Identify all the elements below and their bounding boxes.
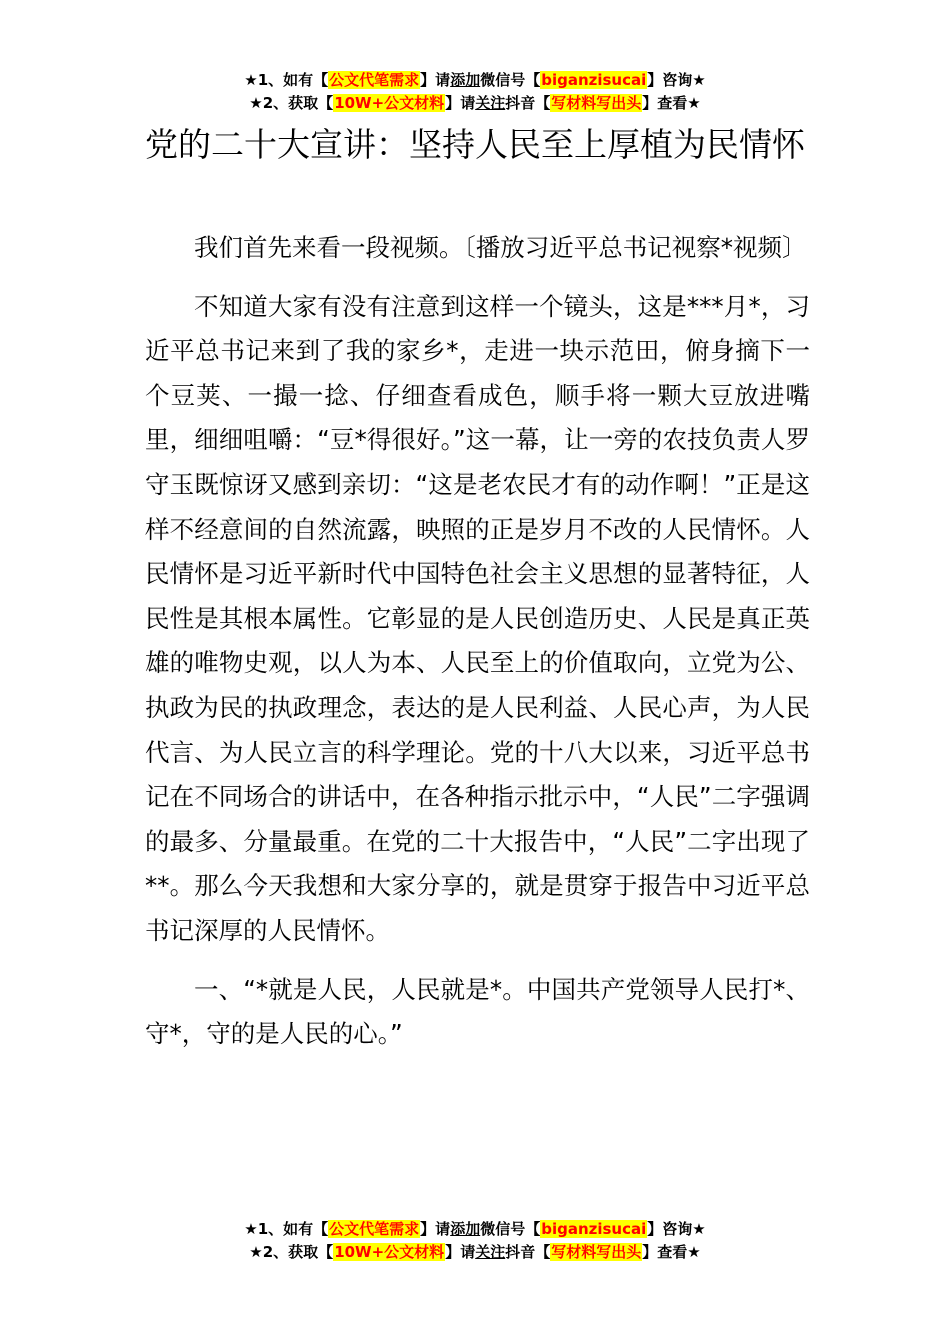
highlight-label: 10W+公文材料 <box>334 94 445 112</box>
douyin-id-highlight: 写材料写出头 <box>551 1243 642 1261</box>
document-body <box>145 226 810 1071</box>
banner-line-1 <box>0 1218 950 1241</box>
wechat-id-highlight: biganzisucai <box>541 1220 647 1238</box>
banner-emphasis: 添加 <box>450 1220 481 1238</box>
banner-text: 】查看★ <box>642 94 701 112</box>
banner-text: ★1、如有【 <box>244 71 329 89</box>
banner-emphasis: 关注 <box>475 94 506 112</box>
banner-text: 微信号【 <box>480 1220 541 1238</box>
banner-text: 】请 <box>445 94 476 112</box>
section-heading: 一、“*就是人民，人民就是*。中国共产党领导人民打*、守*，守的是人民的心。” <box>145 974 810 1049</box>
banner-text: ★2、获取【 <box>249 94 334 112</box>
banner-line-2 <box>0 1241 950 1264</box>
banner-text: 】查看★ <box>642 1243 701 1261</box>
highlight-label: 公文代笔需求 <box>329 71 420 89</box>
banner-text: 】咨询★ <box>647 1220 706 1238</box>
wechat-id-highlight: biganzisucai <box>541 71 647 89</box>
highlight-label: 公文代笔需求 <box>329 1220 420 1238</box>
top-banner <box>0 69 950 115</box>
banner-text: ★2、获取【 <box>249 1243 334 1261</box>
banner-line-1 <box>0 69 950 92</box>
banner-text: 抖音【 <box>505 1243 551 1261</box>
banner-text: 】请 <box>420 1220 451 1238</box>
banner-text: 】请 <box>445 1243 476 1261</box>
paragraph: 不知道大家有没有注意到这样一个镜头，这是***月*，习近平总书记来到了我的家乡*，走进一块示范田，俯身摘下一个豆荚、一撮一捻、仔细查看成色，顺手将一颗大豆放进嘴里，细细咀嚼：“豆*得很好。”这一幕，让一旁的农技负责人罗守玉既惊讶又感到亲切：“这是老农民才有的动作啊！”正是这样不经意间的自然流露，映照的正是岁月不改的人民情怀。人民情怀是习近平新时代中国特色社会主义思想的显著特征，人民性是其根本属性。它彰显的是人民创造历史、人民是真正英雄的唯物史观，以人为本、人民至上的价值取向，立党为公、执政为民的执政理念，表达的是人民利益、人民心声，为人民代言、为人民立言的科学理论。党的十八大以来，习近平总书记在不同场合的讲话中，在各种指示批示中，“人民”二字强调的最多、分量最重。在党的二十大报告中，“人民”二字出现了**。那么今天我想和大家分享的，就是贯穿于报告中习近平总书记深厚的人民情怀。 <box>145 291 810 945</box>
banner-emphasis: 关注 <box>475 1243 506 1261</box>
banner-text: 】咨询★ <box>647 71 706 89</box>
bottom-banner <box>0 1218 950 1264</box>
paragraph: 我们首先来看一段视频。〔播放习近平总书记视察*视频〕 <box>194 233 807 262</box>
document-title: 党的二十大宣讲：坚持人民至上厚植为民情怀 <box>145 125 805 164</box>
douyin-id-highlight: 写材料写出头 <box>551 94 642 112</box>
banner-line-2 <box>0 92 950 115</box>
banner-text: ★1、如有【 <box>244 1220 329 1238</box>
banner-text: 抖音【 <box>505 94 551 112</box>
banner-emphasis: 添加 <box>450 71 481 89</box>
banner-text: 】请 <box>420 71 451 89</box>
banner-text: 微信号【 <box>480 71 541 89</box>
highlight-label: 10W+公文材料 <box>334 1243 445 1261</box>
